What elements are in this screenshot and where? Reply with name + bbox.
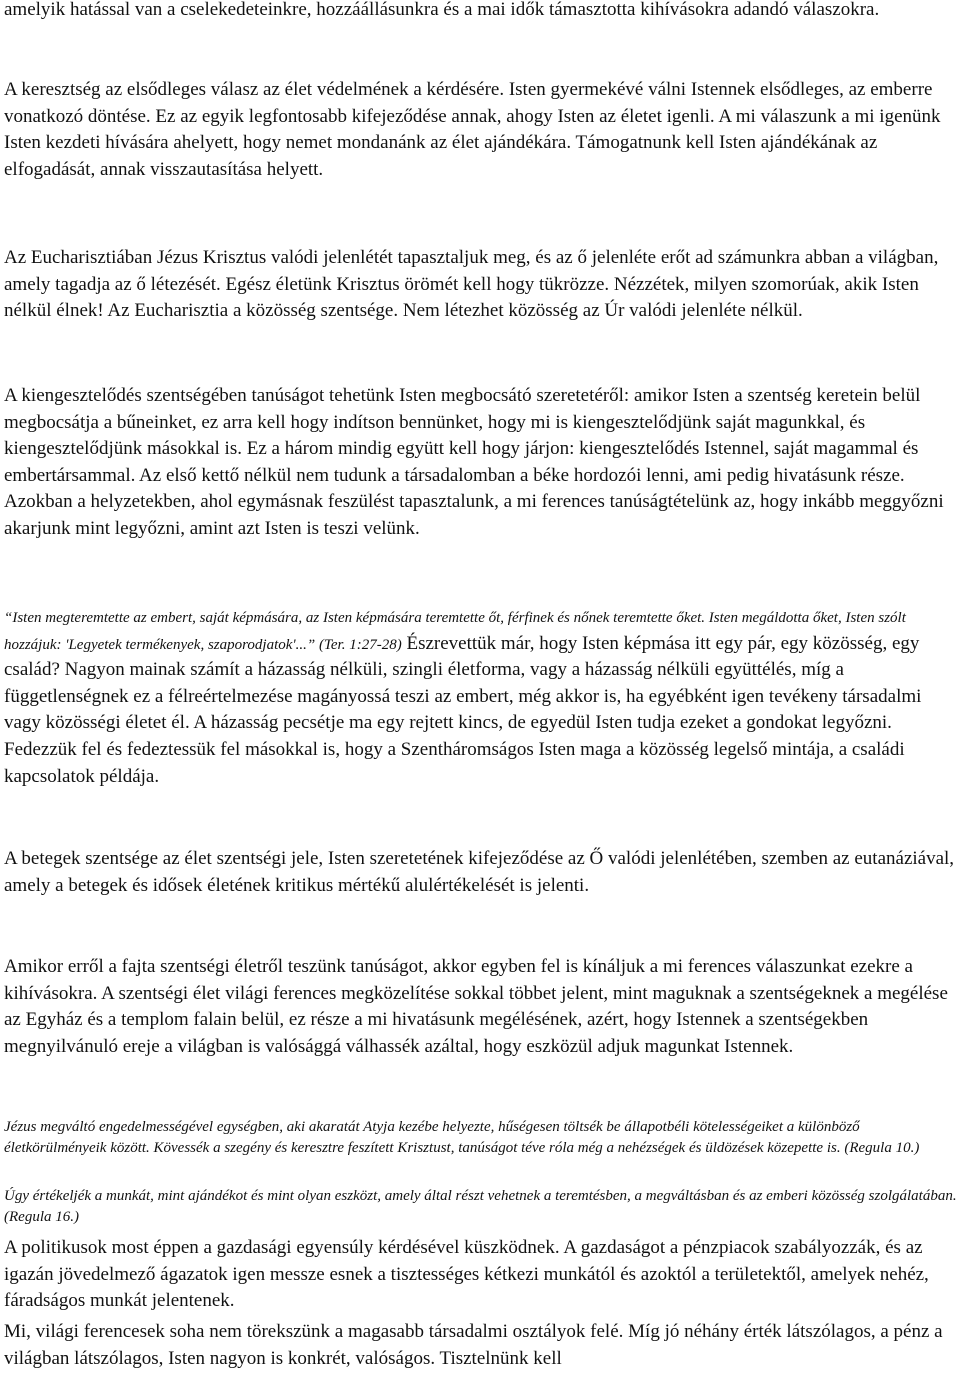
paragraph-sacramental-life: Amikor erről a fajta szentségi életről teszünk tanúságot, akkor egyben fel is kínáljuk a mi ferences válaszunkat ezekre a kihívásokra. A szentségi élet világi ferences megközelítése sokkal többet jelent, mint maguknak a szentségeknek a megélése az Egyház és a templom falain belül, ez része a mi hivatásunk megélésének, azért, hogy Istennek a szentségekben megnyilvánuló ereje a világban is valósággá válhassék azáltal, hogy eszközül adjuk magunkat Istennek. [4,956,948,1057]
rule-quote-10: Jézus megváltó engedelmességével egységben, aki akaratát Atyja kezébe helyezte, hűségesen töltsék be állapotbéli kötelességeiket a különböző életkörülményeik között. Kövessék a szegény és keresztre feszített Krisztust, tanúságot téve róla még a nehézségek és üldözések közepette is. (Regula 10.) [4,1119,920,1156]
paragraph-politicians: A politikusok most éppen a gazdasági egyensúly kérdésével küszködnek. A gazdaságot a pénzpiacok szabályozzák, és az igazán jövedelmező ágazatok igen messze esnek a tisztességes kétkezi munkától és azoktól a területektől, amelyek nehéz, fáradságos munkát jelentenek. [4,1237,929,1312]
paragraph-intro-continuation: amelyik hatással van a cselekedeteinkre, hozzáállásunkra és a mai idők támasztotta kihívásokra adandó válaszokra. [4,0,880,20]
marriage-text: Észrevettük már, hogy Isten képmása itt egy pár, egy közösség, egy család? Nagyon mainak számít a házasság nélküli, szingli életforma, vagy a házasság nélküli együttélés, míg a függetlenségnek ez a félreértelmezése magányossá teszi az embert, még akkor is, ha egyébként igen tevékeny társadalmi vagy közösségi életet él. A házasság pecsétje ma egy rejtett kincs, de egyedül Isten tudja ezeket a gondokat legyőzni. Fedezzük fel és fedeztessük fel másokkal is, hogy a Szentháromságos Isten maga a közösség legelső mintája, a családi kapcsolatok példája. [4,632,922,787]
paragraph-secular-franciscans: Mi, világi ferencesek soha nem törekszünk a magasabb társadalmi osztályok felé. Míg jó néhány érték látszólagos, a pénz a világban látszólagos, Isten nagyon is konkrét, valóságos. Tisztelnünk kell [4,1321,943,1369]
paragraph-reconciliation: A kiengesztelődés szentségében tanúságot tehetünk Isten megbocsátó szeretetéről: amikor Isten a szentség keretein belül megbocsátja a bűneinket, ez arra kell hogy indítson bennünket, hogy mi is kiengesztelődjünk saját magunkkal, és kiengesztelődjünk másokkal is. Ez a három mindig együtt kell hogy járjon: kiengesztelődés Istennel, saját magammal és embertársammal. Az első kettő nélkül nem tudunk a társadalomban a béke hordozói lenni, ami pedig hivatásunk része. Azokban a helyzetekben, ahol egymásnak feszülést tapasztalunk, a mi ferences tanúságtételünk az, hogy inkább meggyőzni akarjunk mint legyőzni, amint azt Isten is teszi velünk. [4,385,944,539]
paragraph-anointing-of-sick: A betegek szentsége az élet szentségi jele, Isten szeretetének kifejeződése az Ő valódi jelenlétében, szemben az eutanáziával, amely a betegek és idősek életének kritikus mértékű alulértékelését is jelenti. [4,848,955,896]
paragraph-baptism: A keresztség az elsődleges válasz az élet védelmének a kérdésére. Isten gyermekévé válni Istennek elsődleges, az emberre vonatkozó döntése. Ez az egyik legfontosabb kifejeződése annak, ahogy Isten az életet igenli. A mi válaszunk a mi igenünk Isten kezdeti hívására ahelyett, hogy nemet mondanánk az élet ajándékára. Támogatnunk kell Isten ajándékának az elfogadását, annak visszautasítása helyett. [4,79,941,180]
genesis-quote: “Isten megteremtette az embert, saját képmására, az Isten képmására teremtette őt, férfinek és nőnek teremtette őket. Isten megáldotta őket, Isten szólt hozzájuk: 'Legyetek termékenyek, szaporodjatok'...” (Ter. 1:27-28) [4,610,906,653]
rule-quote-16: Úgy értékeljék a munkát, mint ajándékot és mint olyan eszközt, amely által részt vehetnek a teremtésben, a megváltásban és az emberi közösség szolgálatában. (Regula 16.) [4,1188,957,1225]
paragraph-eucharist: Az Eucharisztiában Jézus Krisztus valódi jelenlétét tapasztaljuk meg, és az ő jelenléte erőt ad számunkra abban a világban, amely tagadja az ő létezését. Egész életünk Krisztus örömét kell hogy tükrözze. Nézzétek, milyen szomorúak, akik Isten nélkül élnek! Az Eucharisztia a közösség szentsége. Nem létezhet közösség az Úr valódi jelenléte nélkül. [4,247,939,322]
paragraph-marriage [4,604,960,790]
